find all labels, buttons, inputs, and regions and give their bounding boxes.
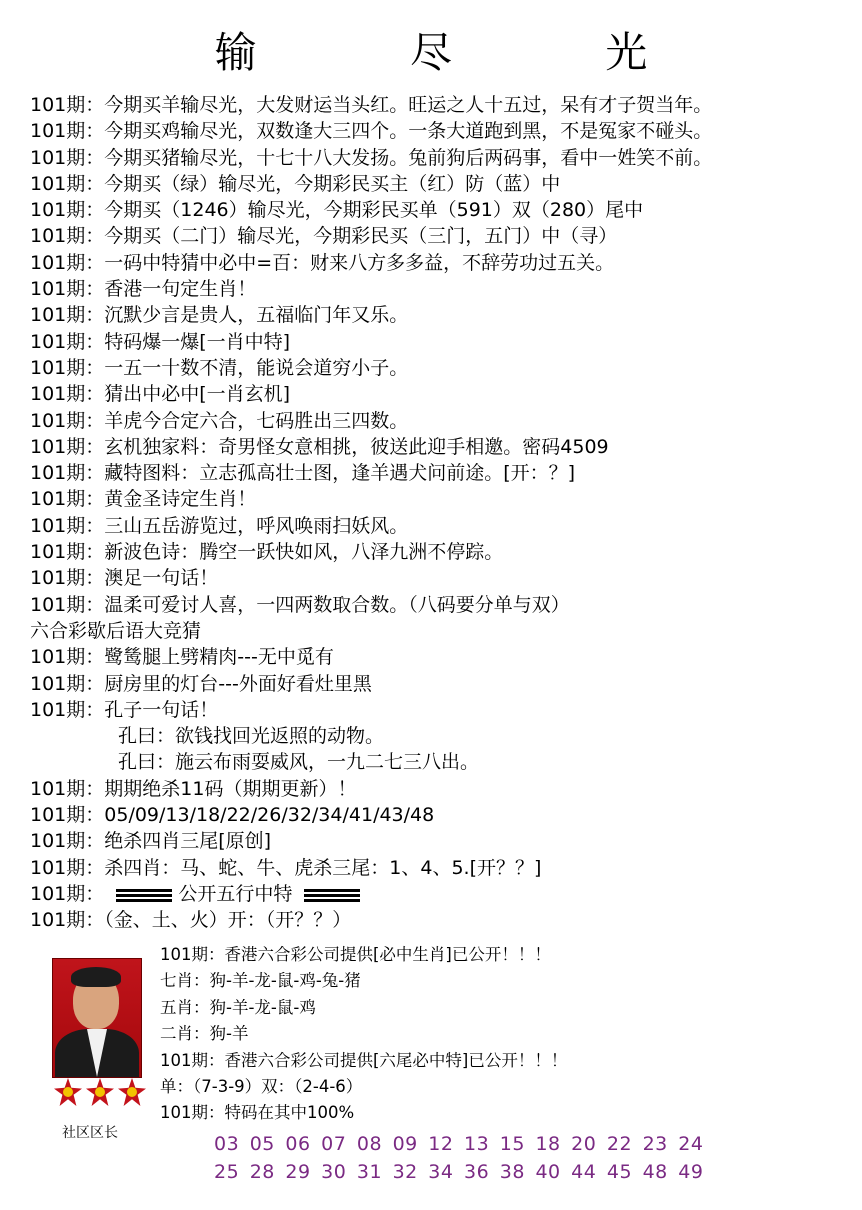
text-line: 101期：今期买（绿）输尽光，今期彩民买主（红）防（蓝）中 (30, 172, 561, 195)
text-line: 101期：杀四肖：马、蛇、牛、虎杀三尾：1、4、5.[开？？] (30, 856, 542, 879)
text-line: 101期：孔子一句话！ (30, 698, 219, 721)
text-line: 101期：期期绝杀11码（期期更新）！ (30, 777, 357, 800)
text-line: 101期：今期买羊输尽光，大发财运当头红。旺运之人十五过，呆有才子贺当年。 (30, 94, 713, 116)
text-line: 101期：今期买（二门）输尽光，今期彩民买（三门，五门）中（寻） (30, 225, 618, 248)
text-line: 101期：羊虎今合定六合，七码胜出三四数。 (30, 409, 409, 432)
text-line: 101期：香港六合彩公司提供[六尾必中特]已公开！！！ (160, 1050, 568, 1070)
text-line: 101期：香港六合彩公司提供[必中生肖]已公开！！！ (160, 945, 551, 964)
number-row: 03 05 06 07 08 09 12 13 15 18 20 22 23 24 (214, 1133, 704, 1155)
text-line: 七肖：狗-羊-龙-鼠-鸡-兔-猪 (160, 971, 361, 991)
wuxing-text: 公开五行中特 (178, 882, 293, 905)
text-line: 101期：三山五岳游览过，呼风唤雨扫妖风。 (30, 514, 409, 537)
text-line: 101期：厨房里的灯台---外面好看灶里黑 (30, 672, 372, 695)
text-line: 101期：温柔可爱讨人喜，一四两数取合数。（八码要分单与双） (30, 593, 570, 616)
wuxing-prefix: 101期： (30, 882, 105, 905)
text-line: 101期：一码中特猜中必中=百：财来八方多多益，不辞劳功过五关。 (30, 251, 615, 274)
text-line: 101期：澳足一句话！ (30, 567, 219, 590)
bottom-lines (160, 942, 840, 1127)
text-line: 101期：玄机独家料：奇男怪女意相挑，彼送此迎手相邀。密码4509 (30, 435, 609, 458)
portrait-caption: 社区区长 (62, 1125, 118, 1141)
triple-bar-icon (116, 887, 172, 901)
text-line: 101期：藏特图料：立志孤高壮士图，逢羊遇犬问前途。[开：？] (30, 462, 576, 485)
quote-line: 孔曰：施云布雨耍威风，一九二七三八出。 (118, 751, 480, 774)
text-line: 101期：沉默少言是贵人，五福临门年又乐。 (30, 304, 409, 327)
triple-bar-icon (304, 887, 360, 901)
medal-icon (86, 1078, 114, 1106)
page-title: 输 尽 光 (214, 28, 718, 77)
number-grid (214, 1130, 834, 1186)
medal-icon (54, 1078, 82, 1106)
text-line: 101期：（金、土、火）开：（开？？） (30, 909, 352, 932)
text-line: 101期：鹭鸶腿上劈精肉---无中觅有 (30, 646, 334, 669)
text-line: 101期：绝杀四肖三尾[原创] (30, 830, 272, 853)
text-line: 101期：黄金圣诗定生肖！ (30, 488, 257, 511)
text-line: 101期：猜出中必中[一肖玄机] (30, 383, 291, 406)
text-line: 单：（7-3-9）双：（2-4-6） (160, 1076, 363, 1096)
wuxing-line (30, 881, 850, 907)
text-line: 101期：特码爆一爆[一肖中特] (30, 330, 291, 353)
medal-icon (118, 1078, 146, 1106)
text-line: 101期：05/09/13/18/22/26/32/34/41/43/48 (30, 804, 435, 827)
text-line: 101期：今期买（1246）输尽光，今期彩民买单（591）双（280）尾中 (30, 199, 644, 222)
text-line: 101期：今期买鸡输尽光，双数逢大三四个。一条大道跑到黑，不是冤家不碰头。 (30, 120, 713, 143)
text-line: 101期：今期买猪输尽光，十七十八大发扬。兔前狗后两码事，看中一姓笑不前。 (30, 146, 713, 169)
quote-line: 孔曰：欲钱找回光返照的动物。 (118, 725, 385, 748)
text-line: 二肖：狗-羊 (160, 1024, 249, 1044)
medals-icon (54, 1078, 144, 1118)
number-row: 25 28 29 30 31 32 34 36 38 40 44 45 48 49 (214, 1161, 704, 1183)
text-line: 101期：一五一十数不清，能说会道穷小子。 (30, 356, 409, 379)
content-lines (30, 92, 850, 934)
portrait-image (52, 958, 142, 1078)
text-line: 101期：香港一句定生肖！ (30, 278, 257, 301)
text-line: 101期：新波色诗：腾空一跃快如风，八泽九洲不停踪。 (30, 541, 504, 564)
section-heading: 六合彩歇后语大竞猜 (30, 619, 202, 642)
text-line: 101期：特码在其中100% (160, 1103, 355, 1123)
text-line: 五肖：狗-羊-龙-鼠-鸡 (160, 997, 316, 1017)
